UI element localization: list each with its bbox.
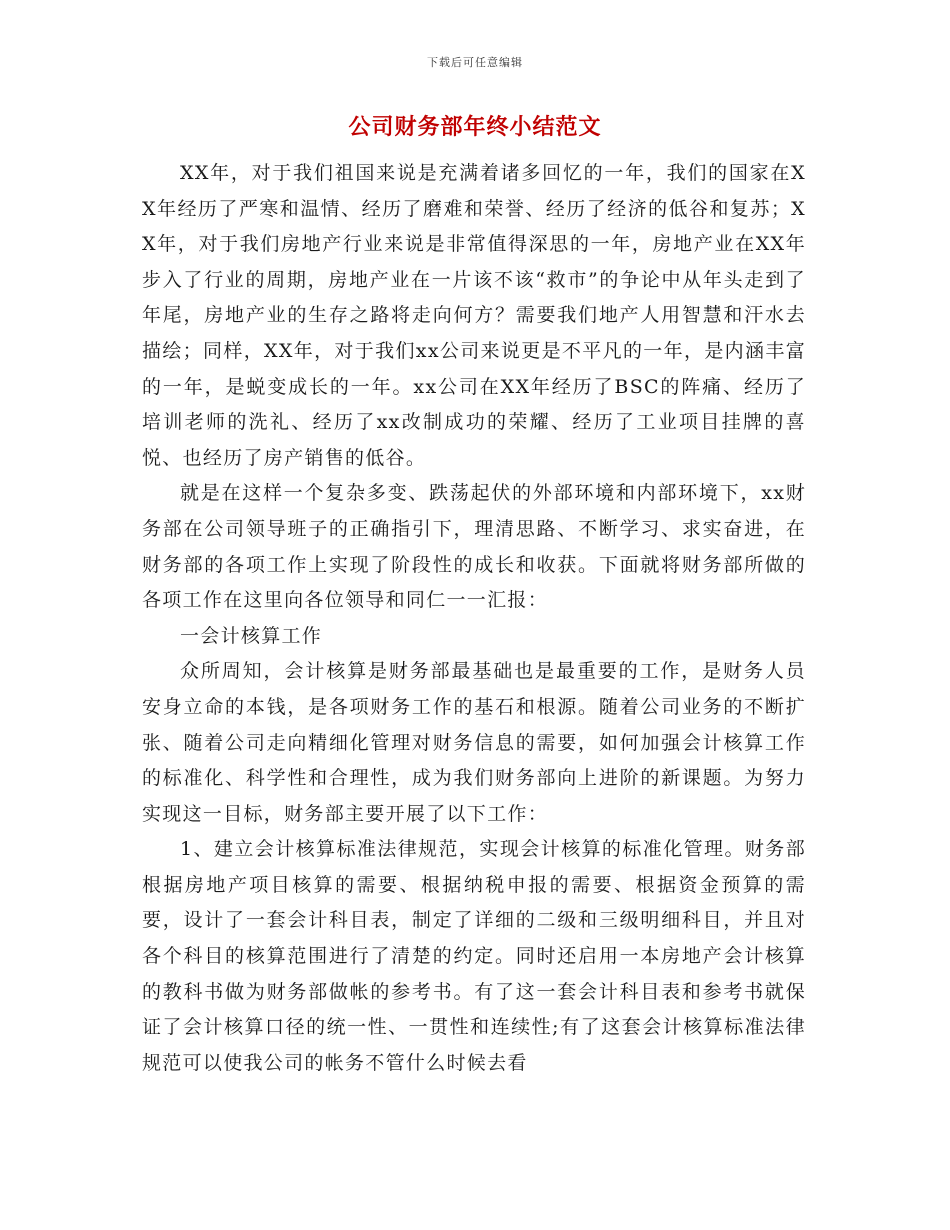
paragraph-accounting-item-1: 1、建立会计核算标准法律规范，实现会计核算的标准化管理。财务部根据房地产项目核算的需要、根据纳税申报的需要、根据资金预算的需要，设计了一套会计科目表，制定了详细的二级和三级明细科目，并且对各个科目的核算范围进行了清楚的约定。同时还启用一本房地产会计核算的教科书做为财务部做帐的参考书。有了这一套会计科目表和参考书就保证了会计核算口径的统一性、一贯性和连续性;有了这套会计核算标准法律规范可以使我公司的帐务不管什么时候去看 [142,838,806,1074]
paragraph-accounting-overview: 众所周知，会计核算是财务部最基础也是最重要的工作，是财务人员安身立命的本钱，是各项财务工作的基石和根源。随着公司业务的不断扩张、随着公司走向精细化管理对财务信息的需要，如何加强会计核算工作的标准化、科学性和合理性，成为我们财务部向上进阶的新课题。为努力实现这一目标，财务部主要开展了以下工作： [142,660,806,825]
document-body [142,156,806,1081]
paragraph-intro: XX年，对于我们祖国来说是充满着诸多回忆的一年，我们的国家在XX年经历了严寒和温情、经历了磨难和荣誉、经历了经济的低谷和复苏；XX年，对于我们房地产行业来说是非常值得深思的一年，房地产业在XX年步入了行业的周期，房地产业在一片该不该“救市”的争论中从年头走到了年尾，房地产业的生存之路将走向何方？需要我们地产人用智慧和汗水去描绘；同样，XX年，对于我们xx公司来说更是不平凡的一年，是内涵丰富的一年，是蜕变成长的一年。xx公司在XX年经历了BSC的阵痛、经历了培训老师的洗礼、经历了xx改制成功的荣耀、经历了工业项目挂牌的喜悦、也经历了房产销售的低谷。 [142,162,806,469]
document-title: 公司财务部年终小结范文 [348,114,602,140]
header-note: 下载后可任意编辑 [427,56,523,69]
paragraph-context: 就是在这样一个复杂多变、跌荡起伏的外部环境和内部环境下，xx财务部在公司领导班子的正确指引下，理清思路、不断学习、求实奋进，在财务部的各项工作上实现了阶段性的成长和收获。下面就将财务部所做的各项工作在这里向各位领导和同仁一一汇报： [142,482,806,612]
section-heading-accounting: 一会计核算工作 [180,624,323,647]
